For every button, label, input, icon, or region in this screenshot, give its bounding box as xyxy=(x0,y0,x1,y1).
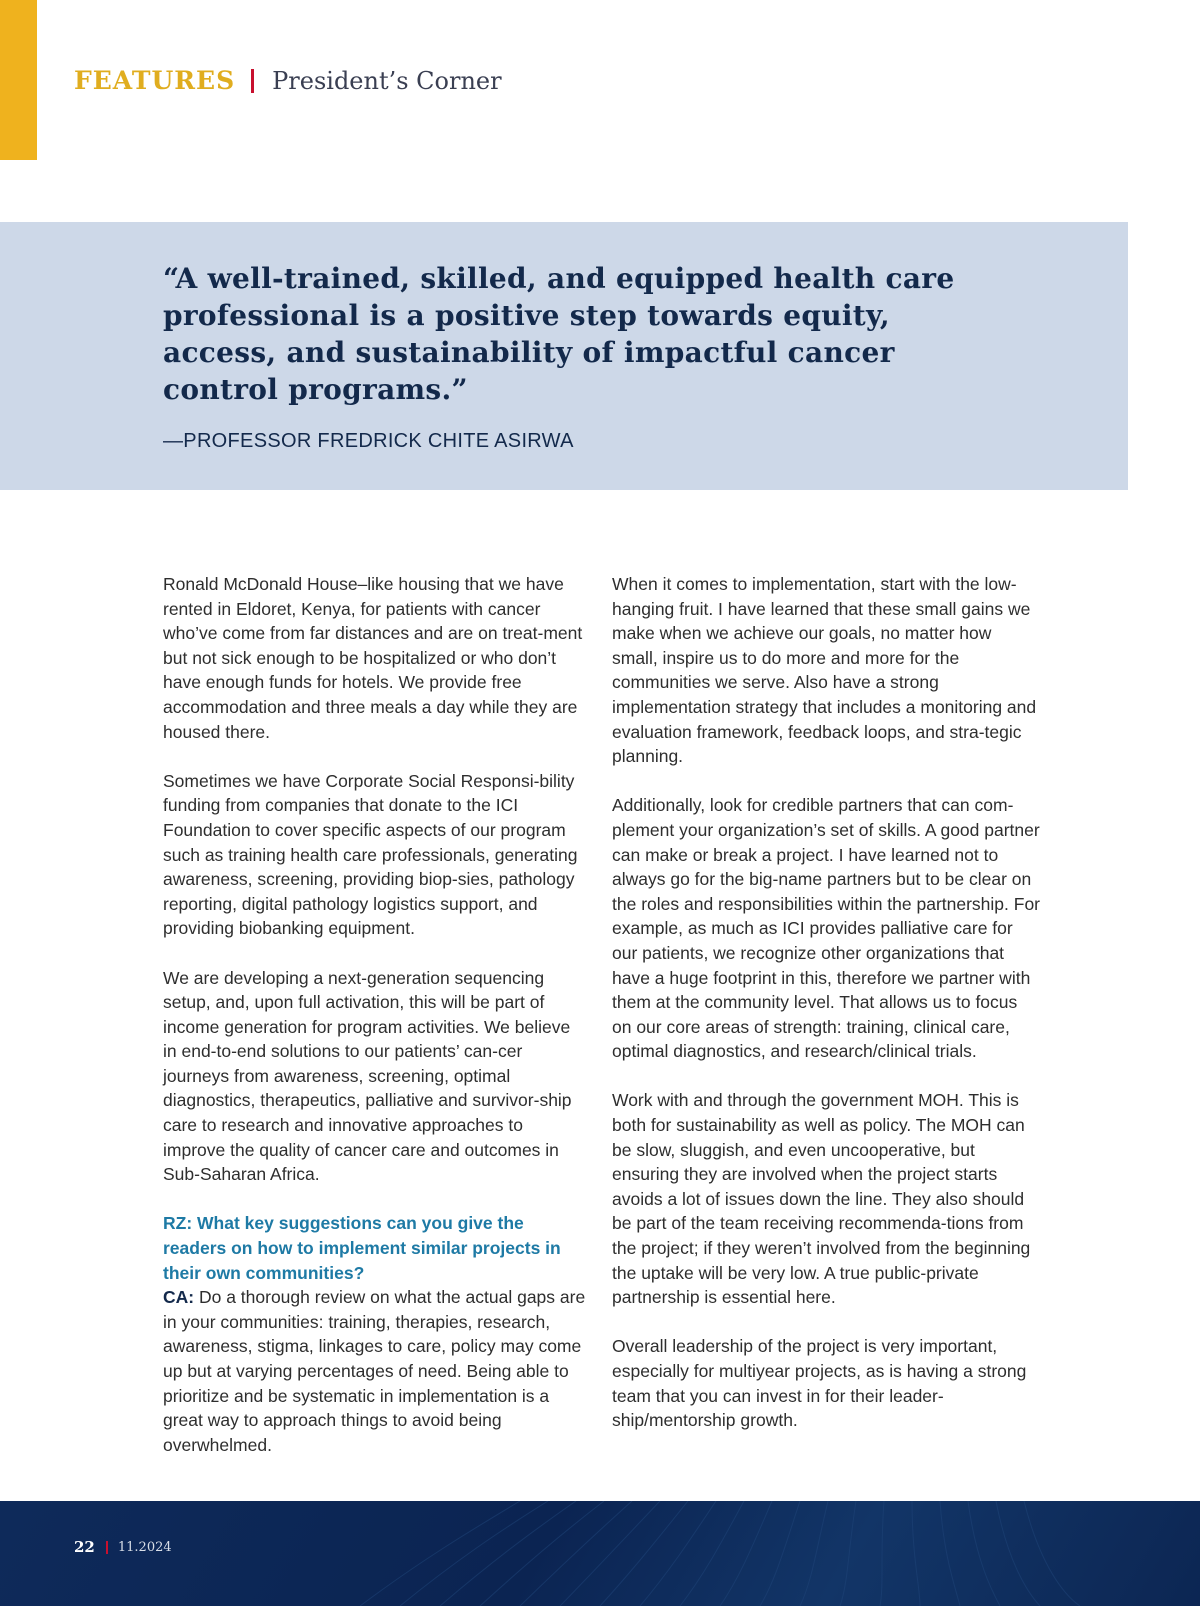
body-paragraph: Additionally, look for credible partners that can com-plement your organization’s set of skills. A good partner can make or break a project. I have learned not to always go for the big-name partners but to be clear on the roles and responsibilities within the partnership. For example, as much as ICI provides palliative care for our patients, we recognize other organizations that have a huge footprint in this, therefore we partner with them at the community level. That allows us to focus on our core areas of strength: training, clinical care, optimal diagnostics, and research/clinical trials. xyxy=(612,795,1040,1062)
left-column xyxy=(163,572,588,1482)
body-paragraph: Overall leadership of the project is very important, especially for multiyear projects, as is having a strong team that you can invest in for their leader-ship/mentorship growth. xyxy=(612,1336,1027,1431)
footer-info xyxy=(74,1538,172,1556)
footer-pattern xyxy=(0,1501,1200,1606)
pull-quote-box xyxy=(0,222,1128,490)
interview-answer: Do a thorough review on what the actual gaps are in your communities: training, therapies, research, awareness, stigma, linkages to care, policy may come up but at varying percentages of need. Being able to prioritize and be systematic in implementation is a great way to approach things to avoid being overwhelmed. xyxy=(163,1287,586,1455)
accent-bar xyxy=(0,0,37,160)
body-paragraph: Ronald McDonald House–like housing that we have rented in Eldoret, Kenya, for patients with cancer who’ve come from far distances and are on treat-ment but not sick enough to be hospitalized or who don’t have enough funds for hotels. We provide free accommodation and three meals a day while they are housed there. xyxy=(163,574,583,742)
pull-quote-text: “A well-trained, skilled, and equipped health care professional is a positive step towards equity, access, and sustainability of impactful cancer control programs.” xyxy=(163,262,955,406)
body-paragraph: Work with and through the government MOH. This is both for sustainability as well as policy. The MOH can be slow, sluggish, and even uncooperative, but ensuring they are involved when the project starts avoids a lot of issues down the line. They also should be part of the team receiving recommenda-tions from the project; if they weren’t involved from the beginning the uptake will be very low. A true public-private partnership is essential here. xyxy=(612,1090,1031,1308)
page-number: 22 xyxy=(74,1538,95,1556)
page-footer xyxy=(0,1501,1200,1606)
page-header xyxy=(74,66,502,95)
right-column xyxy=(612,572,1040,1457)
header-divider xyxy=(251,69,254,93)
body-paragraph: When it comes to implementation, start with the low-hanging fruit. I have learned that these small gains we make when we achieve our goals, no matter how small, inspire us to do more and more for the communities we serve. Also have a strong implementation strategy that includes a monitoring and evaluation framework, feedback loops, and stra-tegic planning. xyxy=(612,574,1037,767)
body-paragraph: Sometimes we have Corporate Social Responsi-bility funding from companies that donate to the ICI Foundation to cover specific aspects of our program such as training health care professionals, generating awareness, screening, providing biop-sies, pathology reporting, digital pathology logistics support, and providing biobanking equipment. xyxy=(163,770,578,939)
issue-date: 11.2024 xyxy=(117,1539,172,1555)
section-label: FEATURES xyxy=(74,66,236,95)
page-title: President’s Corner xyxy=(272,66,502,95)
answer-label: CA: xyxy=(163,1287,195,1308)
body-paragraph: We are developing a next-generation sequencing setup, and, upon full activation, this will be part of income generation for program activities. We believe in end-to-end solutions to our patients’ can-cer journeys from awareness, screening, optimal diagnostics, therapeutics, palliative and survivor-ship care to research and innovative approaches to improve the quality of cancer care and outcomes in Sub-Saharan Africa. xyxy=(163,967,572,1185)
interview-question: RZ: What key suggestions can you give the readers on how to implement similar projects in their own communities? xyxy=(163,1213,561,1283)
footer-divider xyxy=(106,1541,108,1554)
qa-block xyxy=(163,1211,588,1457)
pull-quote-attribution: —PROFESSOR FREDRICK CHITE ASIRWA xyxy=(163,430,574,452)
